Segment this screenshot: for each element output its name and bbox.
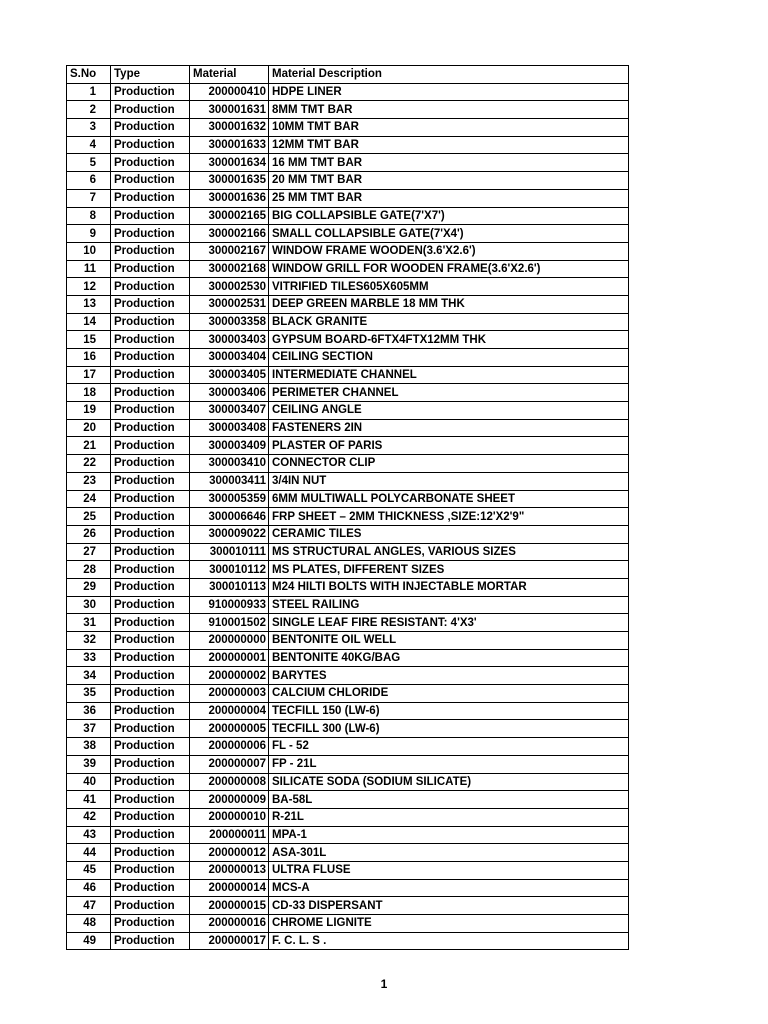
cell-type: Production bbox=[111, 207, 190, 225]
cell-material-description: BLACK GRANITE bbox=[269, 313, 629, 331]
cell-sno: 10 bbox=[67, 242, 111, 260]
table-row bbox=[67, 384, 629, 402]
cell-type: Production bbox=[111, 578, 190, 596]
table-row bbox=[67, 879, 629, 897]
cell-type: Production bbox=[111, 649, 190, 667]
cell-material: 300002530 bbox=[190, 278, 269, 296]
cell-material-description: DEEP GREEN MARBLE 18 MM THK bbox=[269, 295, 629, 313]
table-row bbox=[67, 791, 629, 809]
cell-sno: 30 bbox=[67, 596, 111, 614]
cell-material-description: CONNECTOR CLIP bbox=[269, 455, 629, 473]
cell-material-description: 6MM MULTIWALL POLYCARBONATE SHEET bbox=[269, 490, 629, 508]
cell-material-description: MCS-A bbox=[269, 879, 629, 897]
table-row bbox=[67, 349, 629, 367]
cell-material-description: 8MM TMT BAR bbox=[269, 101, 629, 119]
cell-material-description: 10MM TMT BAR bbox=[269, 119, 629, 137]
cell-sno: 29 bbox=[67, 578, 111, 596]
cell-sno: 11 bbox=[67, 260, 111, 278]
cell-material-description: BENTONITE 40KG/BAG bbox=[269, 649, 629, 667]
table-row bbox=[67, 702, 629, 720]
cell-material-description: FP - 21L bbox=[269, 755, 629, 773]
cell-sno: 28 bbox=[67, 561, 111, 579]
table-row bbox=[67, 773, 629, 791]
cell-type: Production bbox=[111, 472, 190, 490]
cell-sno: 21 bbox=[67, 437, 111, 455]
cell-material: 300003403 bbox=[190, 331, 269, 349]
cell-type: Production bbox=[111, 861, 190, 879]
cell-material: 200000410 bbox=[190, 83, 269, 101]
cell-material-description: FRP SHEET – 2MM THICKNESS ,SIZE:12'X2'9" bbox=[269, 508, 629, 526]
cell-material: 300010111 bbox=[190, 543, 269, 561]
cell-material: 300005359 bbox=[190, 490, 269, 508]
cell-type: Production bbox=[111, 225, 190, 243]
table-row bbox=[67, 738, 629, 756]
cell-material-description: STEEL RAILING bbox=[269, 596, 629, 614]
cell-type: Production bbox=[111, 437, 190, 455]
cell-material: 200000009 bbox=[190, 791, 269, 809]
cell-sno: 27 bbox=[67, 543, 111, 561]
cell-type: Production bbox=[111, 932, 190, 950]
cell-material-description: ASA-301L bbox=[269, 844, 629, 862]
cell-material: 300003406 bbox=[190, 384, 269, 402]
cell-material-description: BARYTES bbox=[269, 667, 629, 685]
cell-material-description: BA-58L bbox=[269, 791, 629, 809]
cell-type: Production bbox=[111, 826, 190, 844]
table-row bbox=[67, 808, 629, 826]
cell-sno: 19 bbox=[67, 402, 111, 420]
cell-sno: 3 bbox=[67, 119, 111, 137]
cell-material: 200000015 bbox=[190, 897, 269, 915]
cell-material: 300002168 bbox=[190, 260, 269, 278]
cell-material: 300003358 bbox=[190, 313, 269, 331]
cell-material: 200000005 bbox=[190, 720, 269, 738]
cell-material: 200000003 bbox=[190, 685, 269, 703]
table-header-row bbox=[67, 66, 629, 84]
cell-type: Production bbox=[111, 702, 190, 720]
table-row bbox=[67, 578, 629, 596]
cell-type: Production bbox=[111, 791, 190, 809]
cell-material-description: CD-33 DISPERSANT bbox=[269, 897, 629, 915]
table-body bbox=[67, 83, 629, 950]
cell-material: 300003410 bbox=[190, 455, 269, 473]
cell-sno: 9 bbox=[67, 225, 111, 243]
cell-material-description: MPA-1 bbox=[269, 826, 629, 844]
cell-material-description: INTERMEDIATE CHANNEL bbox=[269, 366, 629, 384]
cell-type: Production bbox=[111, 384, 190, 402]
cell-type: Production bbox=[111, 331, 190, 349]
cell-material: 300010113 bbox=[190, 578, 269, 596]
cell-type: Production bbox=[111, 844, 190, 862]
cell-type: Production bbox=[111, 242, 190, 260]
cell-sno: 25 bbox=[67, 508, 111, 526]
table-row bbox=[67, 561, 629, 579]
cell-type: Production bbox=[111, 101, 190, 119]
cell-material-description: TECFILL 150 (LW-6) bbox=[269, 702, 629, 720]
cell-material: 300003405 bbox=[190, 366, 269, 384]
cell-material-description: F. C. L. S . bbox=[269, 932, 629, 950]
cell-material-description: CEILING SECTION bbox=[269, 349, 629, 367]
cell-type: Production bbox=[111, 685, 190, 703]
cell-sno: 26 bbox=[67, 525, 111, 543]
table-row bbox=[67, 543, 629, 561]
table-row bbox=[67, 649, 629, 667]
table-row bbox=[67, 596, 629, 614]
table-row bbox=[67, 225, 629, 243]
table-row bbox=[67, 614, 629, 632]
cell-material-description: TECFILL 300 (LW-6) bbox=[269, 720, 629, 738]
cell-sno: 2 bbox=[67, 101, 111, 119]
cell-material: 300002166 bbox=[190, 225, 269, 243]
table-row bbox=[67, 207, 629, 225]
table-row bbox=[67, 525, 629, 543]
header-sno: S.No bbox=[67, 66, 111, 84]
cell-type: Production bbox=[111, 313, 190, 331]
cell-type: Production bbox=[111, 897, 190, 915]
cell-material-description: WINDOW FRAME WOODEN(3.6'X2.6') bbox=[269, 242, 629, 260]
cell-material-description: BIG COLLAPSIBLE GATE(7'X7') bbox=[269, 207, 629, 225]
cell-material: 910001502 bbox=[190, 614, 269, 632]
cell-material-description: SINGLE LEAF FIRE RESISTANT: 4'X3' bbox=[269, 614, 629, 632]
cell-type: Production bbox=[111, 773, 190, 791]
cell-material: 300003408 bbox=[190, 419, 269, 437]
cell-type: Production bbox=[111, 366, 190, 384]
cell-material: 300006646 bbox=[190, 508, 269, 526]
header-type: Type bbox=[111, 66, 190, 84]
cell-type: Production bbox=[111, 189, 190, 207]
cell-sno: 37 bbox=[67, 720, 111, 738]
cell-material: 200000007 bbox=[190, 755, 269, 773]
cell-material-description: WINDOW GRILL FOR WOODEN FRAME(3.6'X2.6') bbox=[269, 260, 629, 278]
table-row bbox=[67, 472, 629, 490]
cell-sno: 40 bbox=[67, 773, 111, 791]
cell-sno: 33 bbox=[67, 649, 111, 667]
cell-sno: 17 bbox=[67, 366, 111, 384]
cell-material: 200000013 bbox=[190, 861, 269, 879]
cell-material-description: FL - 52 bbox=[269, 738, 629, 756]
cell-sno: 46 bbox=[67, 879, 111, 897]
cell-sno: 47 bbox=[67, 897, 111, 915]
cell-sno: 34 bbox=[67, 667, 111, 685]
cell-material-description: R-21L bbox=[269, 808, 629, 826]
cell-sno: 13 bbox=[67, 295, 111, 313]
table-row bbox=[67, 508, 629, 526]
cell-material-description: M24 HILTI BOLTS WITH INJECTABLE MORTAR bbox=[269, 578, 629, 596]
cell-type: Production bbox=[111, 455, 190, 473]
cell-sno: 4 bbox=[67, 136, 111, 154]
cell-type: Production bbox=[111, 543, 190, 561]
cell-type: Production bbox=[111, 632, 190, 650]
cell-type: Production bbox=[111, 720, 190, 738]
cell-type: Production bbox=[111, 349, 190, 367]
cell-material: 300009022 bbox=[190, 525, 269, 543]
cell-material: 200000010 bbox=[190, 808, 269, 826]
cell-sno: 36 bbox=[67, 702, 111, 720]
table-row bbox=[67, 632, 629, 650]
cell-sno: 15 bbox=[67, 331, 111, 349]
cell-material-description: CHROME LIGNITE bbox=[269, 915, 629, 933]
cell-material: 300001633 bbox=[190, 136, 269, 154]
cell-material-description: BENTONITE OIL WELL bbox=[269, 632, 629, 650]
cell-type: Production bbox=[111, 808, 190, 826]
cell-material-description: 20 MM TMT BAR bbox=[269, 172, 629, 190]
cell-material: 200000000 bbox=[190, 632, 269, 650]
cell-sno: 20 bbox=[67, 419, 111, 437]
cell-type: Production bbox=[111, 419, 190, 437]
cell-material: 200000012 bbox=[190, 844, 269, 862]
cell-sno: 22 bbox=[67, 455, 111, 473]
cell-sno: 5 bbox=[67, 154, 111, 172]
table-row bbox=[67, 366, 629, 384]
table-row bbox=[67, 189, 629, 207]
cell-material: 300002167 bbox=[190, 242, 269, 260]
table-row bbox=[67, 861, 629, 879]
cell-material: 300001631 bbox=[190, 101, 269, 119]
cell-material-description: 3/4IN NUT bbox=[269, 472, 629, 490]
cell-material: 200000006 bbox=[190, 738, 269, 756]
cell-sno: 45 bbox=[67, 861, 111, 879]
cell-type: Production bbox=[111, 738, 190, 756]
cell-sno: 8 bbox=[67, 207, 111, 225]
cell-material: 200000001 bbox=[190, 649, 269, 667]
cell-sno: 24 bbox=[67, 490, 111, 508]
cell-material-description: MS STRUCTURAL ANGLES, VARIOUS SIZES bbox=[269, 543, 629, 561]
cell-material-description: PLASTER OF PARIS bbox=[269, 437, 629, 455]
table-row bbox=[67, 136, 629, 154]
cell-sno: 23 bbox=[67, 472, 111, 490]
cell-material-description: 12MM TMT BAR bbox=[269, 136, 629, 154]
cell-sno: 43 bbox=[67, 826, 111, 844]
cell-sno: 41 bbox=[67, 791, 111, 809]
cell-material-description: GYPSUM BOARD-6FTX4FTX12MM THK bbox=[269, 331, 629, 349]
cell-material: 300003407 bbox=[190, 402, 269, 420]
table-row bbox=[67, 101, 629, 119]
cell-sno: 14 bbox=[67, 313, 111, 331]
cell-sno: 31 bbox=[67, 614, 111, 632]
cell-material: 300001636 bbox=[190, 189, 269, 207]
cell-type: Production bbox=[111, 755, 190, 773]
table-row bbox=[67, 826, 629, 844]
cell-sno: 16 bbox=[67, 349, 111, 367]
cell-material: 200000002 bbox=[190, 667, 269, 685]
header-material: Material bbox=[190, 66, 269, 84]
table-row bbox=[67, 242, 629, 260]
cell-type: Production bbox=[111, 136, 190, 154]
cell-material: 300001632 bbox=[190, 119, 269, 137]
cell-material: 910000933 bbox=[190, 596, 269, 614]
table-row bbox=[67, 932, 629, 950]
header-material-description: Material Description bbox=[269, 66, 629, 84]
cell-type: Production bbox=[111, 561, 190, 579]
cell-material: 300001634 bbox=[190, 154, 269, 172]
cell-material: 300003404 bbox=[190, 349, 269, 367]
cell-type: Production bbox=[111, 172, 190, 190]
cell-material: 200000011 bbox=[190, 826, 269, 844]
table-row bbox=[67, 897, 629, 915]
cell-material: 300002165 bbox=[190, 207, 269, 225]
cell-material: 200000004 bbox=[190, 702, 269, 720]
cell-material: 200000017 bbox=[190, 932, 269, 950]
cell-material-description: MS PLATES, DIFFERENT SIZES bbox=[269, 561, 629, 579]
table-row bbox=[67, 331, 629, 349]
table-row bbox=[67, 419, 629, 437]
cell-material: 300002531 bbox=[190, 295, 269, 313]
cell-material-description: SILICATE SODA (SODIUM SILICATE) bbox=[269, 773, 629, 791]
cell-sno: 35 bbox=[67, 685, 111, 703]
cell-material-description: 16 MM TMT BAR bbox=[269, 154, 629, 172]
cell-sno: 12 bbox=[67, 278, 111, 296]
page-number: 1 bbox=[380, 977, 388, 991]
cell-sno: 1 bbox=[67, 83, 111, 101]
cell-type: Production bbox=[111, 278, 190, 296]
cell-material-description: ULTRA FLUSE bbox=[269, 861, 629, 879]
cell-type: Production bbox=[111, 295, 190, 313]
table-row bbox=[67, 915, 629, 933]
cell-material: 200000014 bbox=[190, 879, 269, 897]
cell-type: Production bbox=[111, 260, 190, 278]
cell-type: Production bbox=[111, 154, 190, 172]
cell-material-description: PERIMETER CHANNEL bbox=[269, 384, 629, 402]
cell-material-description: VITRIFIED TILES605X605MM bbox=[269, 278, 629, 296]
cell-type: Production bbox=[111, 490, 190, 508]
table-row bbox=[67, 402, 629, 420]
materials-table bbox=[66, 65, 629, 950]
cell-sno: 32 bbox=[67, 632, 111, 650]
cell-material: 300001635 bbox=[190, 172, 269, 190]
table-row bbox=[67, 313, 629, 331]
table-row bbox=[67, 295, 629, 313]
cell-sno: 39 bbox=[67, 755, 111, 773]
table-row bbox=[67, 490, 629, 508]
cell-material-description: 25 MM TMT BAR bbox=[269, 189, 629, 207]
table-row bbox=[67, 172, 629, 190]
cell-sno: 44 bbox=[67, 844, 111, 862]
cell-sno: 6 bbox=[67, 172, 111, 190]
cell-type: Production bbox=[111, 83, 190, 101]
cell-sno: 49 bbox=[67, 932, 111, 950]
table-row bbox=[67, 755, 629, 773]
cell-type: Production bbox=[111, 667, 190, 685]
cell-type: Production bbox=[111, 614, 190, 632]
cell-material: 300003409 bbox=[190, 437, 269, 455]
cell-type: Production bbox=[111, 879, 190, 897]
cell-sno: 38 bbox=[67, 738, 111, 756]
cell-material: 200000008 bbox=[190, 773, 269, 791]
cell-type: Production bbox=[111, 508, 190, 526]
table-row bbox=[67, 455, 629, 473]
table-row bbox=[67, 83, 629, 101]
table-row bbox=[67, 278, 629, 296]
table-row bbox=[67, 720, 629, 738]
cell-type: Production bbox=[111, 402, 190, 420]
cell-material: 300010112 bbox=[190, 561, 269, 579]
table-row bbox=[67, 437, 629, 455]
cell-type: Production bbox=[111, 525, 190, 543]
cell-material: 200000016 bbox=[190, 915, 269, 933]
cell-material-description: HDPE LINER bbox=[269, 83, 629, 101]
cell-material-description: CALCIUM CHLORIDE bbox=[269, 685, 629, 703]
cell-sno: 48 bbox=[67, 915, 111, 933]
cell-type: Production bbox=[111, 596, 190, 614]
table-row bbox=[67, 844, 629, 862]
cell-material-description: FASTENERS 2IN bbox=[269, 419, 629, 437]
cell-sno: 18 bbox=[67, 384, 111, 402]
cell-material-description: CERAMIC TILES bbox=[269, 525, 629, 543]
cell-material-description: SMALL COLLAPSIBLE GATE(7'X4') bbox=[269, 225, 629, 243]
cell-material: 300003411 bbox=[190, 472, 269, 490]
cell-type: Production bbox=[111, 915, 190, 933]
table-row bbox=[67, 685, 629, 703]
table-row bbox=[67, 119, 629, 137]
cell-type: Production bbox=[111, 119, 190, 137]
table-row bbox=[67, 154, 629, 172]
cell-sno: 7 bbox=[67, 189, 111, 207]
table-row bbox=[67, 260, 629, 278]
table-row bbox=[67, 667, 629, 685]
cell-material-description: CEILING ANGLE bbox=[269, 402, 629, 420]
cell-sno: 42 bbox=[67, 808, 111, 826]
